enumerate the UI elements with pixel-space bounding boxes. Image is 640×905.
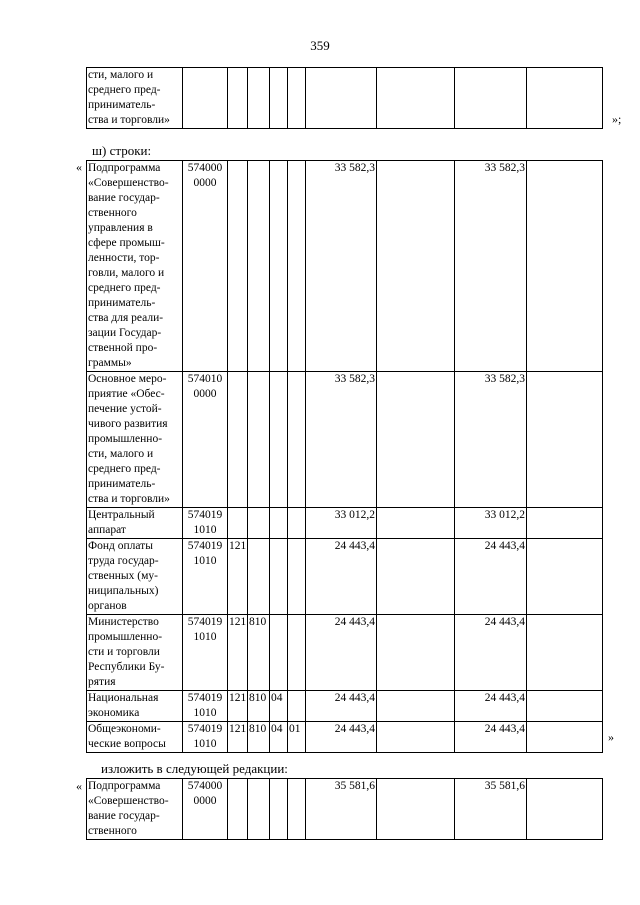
cell-rz <box>270 539 288 615</box>
cell-code <box>183 68 228 129</box>
cell-code: 574019 1010 <box>183 615 228 691</box>
cell-sum3: 24 443,4 <box>455 539 527 615</box>
cell-pr <box>288 372 306 508</box>
open-quote-sh: « <box>76 160 82 174</box>
cell-sum1: 24 443,4 <box>306 722 377 753</box>
close-quote-top: »; <box>612 112 622 126</box>
cell-sum4 <box>527 691 603 722</box>
cell-gr: 810 <box>248 722 270 753</box>
cell-name: Основное меро- приятие «Обес- печение устой- чивого развития промышленно- сти, малого и среднего пред- приниматель- ства и торговли» <box>87 372 183 508</box>
table-continuation <box>86 67 603 129</box>
cell-pr <box>288 779 306 840</box>
cell-name: Министерство промышленно- сти и торговли Республики Бу- рятия <box>87 615 183 691</box>
cell-vr <box>228 779 248 840</box>
cell-pr <box>288 615 306 691</box>
cell-gr <box>248 68 270 129</box>
cell-sum2 <box>377 722 455 753</box>
cell-pr <box>288 539 306 615</box>
cell-code: 574019 1010 <box>183 691 228 722</box>
cell-gr <box>248 779 270 840</box>
table-row <box>87 68 603 129</box>
cell-pr: 01 <box>288 722 306 753</box>
cell-sum3: 24 443,4 <box>455 615 527 691</box>
cell-gr <box>248 372 270 508</box>
cell-sum1: 24 443,4 <box>306 539 377 615</box>
cell-gr <box>248 508 270 539</box>
cell-sum3: 33 582,3 <box>455 161 527 372</box>
cell-sum3: 35 581,6 <box>455 779 527 840</box>
table-row <box>87 508 603 539</box>
cell-code: 574019 1010 <box>183 539 228 615</box>
cell-code: 574019 1010 <box>183 722 228 753</box>
cell-sum4 <box>527 161 603 372</box>
cell-rz <box>270 779 288 840</box>
cell-sum2 <box>377 779 455 840</box>
cell-vr <box>228 372 248 508</box>
cell-rz <box>270 615 288 691</box>
cell-pr <box>288 161 306 372</box>
cell-pr <box>288 691 306 722</box>
cell-sum1: 24 443,4 <box>306 691 377 722</box>
cell-name: Фонд оплаты труда государ- ственных (му- ниципальных) органов <box>87 539 183 615</box>
cell-sum1 <box>306 68 377 129</box>
cell-sum2 <box>377 68 455 129</box>
cell-sum1: 33 582,3 <box>306 372 377 508</box>
table-lines <box>86 160 603 753</box>
cell-sum4 <box>527 779 603 840</box>
cell-name: Центральный аппарат <box>87 508 183 539</box>
cell-sum3 <box>455 68 527 129</box>
cell-name: Общеэкономи- ческие вопросы <box>87 722 183 753</box>
cell-sum4 <box>527 68 603 129</box>
cell-sum2 <box>377 691 455 722</box>
cell-sum4 <box>527 615 603 691</box>
cell-sum4 <box>527 372 603 508</box>
cell-sum1: 33 012,2 <box>306 508 377 539</box>
cell-rz: 04 <box>270 691 288 722</box>
cell-gr <box>248 539 270 615</box>
cell-sum4 <box>527 539 603 615</box>
table-row <box>87 539 603 615</box>
cell-sum3: 33 012,2 <box>455 508 527 539</box>
cell-vr <box>228 161 248 372</box>
cell-rz <box>270 68 288 129</box>
cell-vr: 121 <box>228 539 248 615</box>
cell-sum4 <box>527 722 603 753</box>
cell-pr <box>288 68 306 129</box>
cell-sum3: 33 582,3 <box>455 372 527 508</box>
cell-sum4 <box>527 508 603 539</box>
cell-vr <box>228 68 248 129</box>
cell-sum2 <box>377 615 455 691</box>
table-row <box>87 779 603 840</box>
cell-gr: 810 <box>248 615 270 691</box>
cell-vr <box>228 508 248 539</box>
cell-rz <box>270 508 288 539</box>
cell-sum2 <box>377 508 455 539</box>
table-row <box>87 372 603 508</box>
cell-rz: 04 <box>270 722 288 753</box>
cell-sum1: 33 582,3 <box>306 161 377 372</box>
table-row <box>87 615 603 691</box>
cell-vr: 121 <box>228 615 248 691</box>
close-quote-sh: » <box>608 730 614 744</box>
cell-vr: 121 <box>228 722 248 753</box>
cell-sum2 <box>377 161 455 372</box>
cell-name: сти, малого и среднего пред- приниматель- ства и торговли» <box>87 68 183 129</box>
cell-gr <box>248 161 270 372</box>
cell-sum3: 24 443,4 <box>455 722 527 753</box>
cell-sum3: 24 443,4 <box>455 691 527 722</box>
cell-code: 574019 1010 <box>183 508 228 539</box>
cell-name: Национальная экономика <box>87 691 183 722</box>
caption-lines: ш) строки: <box>92 143 152 158</box>
table-row <box>87 161 603 372</box>
cell-gr: 810 <box>248 691 270 722</box>
table-row <box>87 691 603 722</box>
cell-name: Подпрограмма «Совершенство- вание государ- ственного управления в сфере промыш- ленности, тор- говли, малого и среднего пред- приниматель- ства для реали- зации Государ- ственной про- граммы» <box>87 161 183 372</box>
table-new-edition <box>86 778 603 840</box>
open-quote-new: « <box>76 779 82 793</box>
cell-pr <box>288 508 306 539</box>
table-row <box>87 722 603 753</box>
cell-code: 574000 0000 <box>183 779 228 840</box>
caption-new-edition: изложить в следующей редакции: <box>101 761 288 776</box>
cell-vr: 121 <box>228 691 248 722</box>
cell-code: 574000 0000 <box>183 161 228 372</box>
page-number: 359 <box>310 38 330 53</box>
cell-sum2 <box>377 372 455 508</box>
cell-sum2 <box>377 539 455 615</box>
cell-sum1: 35 581,6 <box>306 779 377 840</box>
cell-name: Подпрограмма «Совершенство- вание государ- ственного <box>87 779 183 840</box>
cell-rz <box>270 372 288 508</box>
cell-code: 574010 0000 <box>183 372 228 508</box>
cell-sum1: 24 443,4 <box>306 615 377 691</box>
cell-rz <box>270 161 288 372</box>
